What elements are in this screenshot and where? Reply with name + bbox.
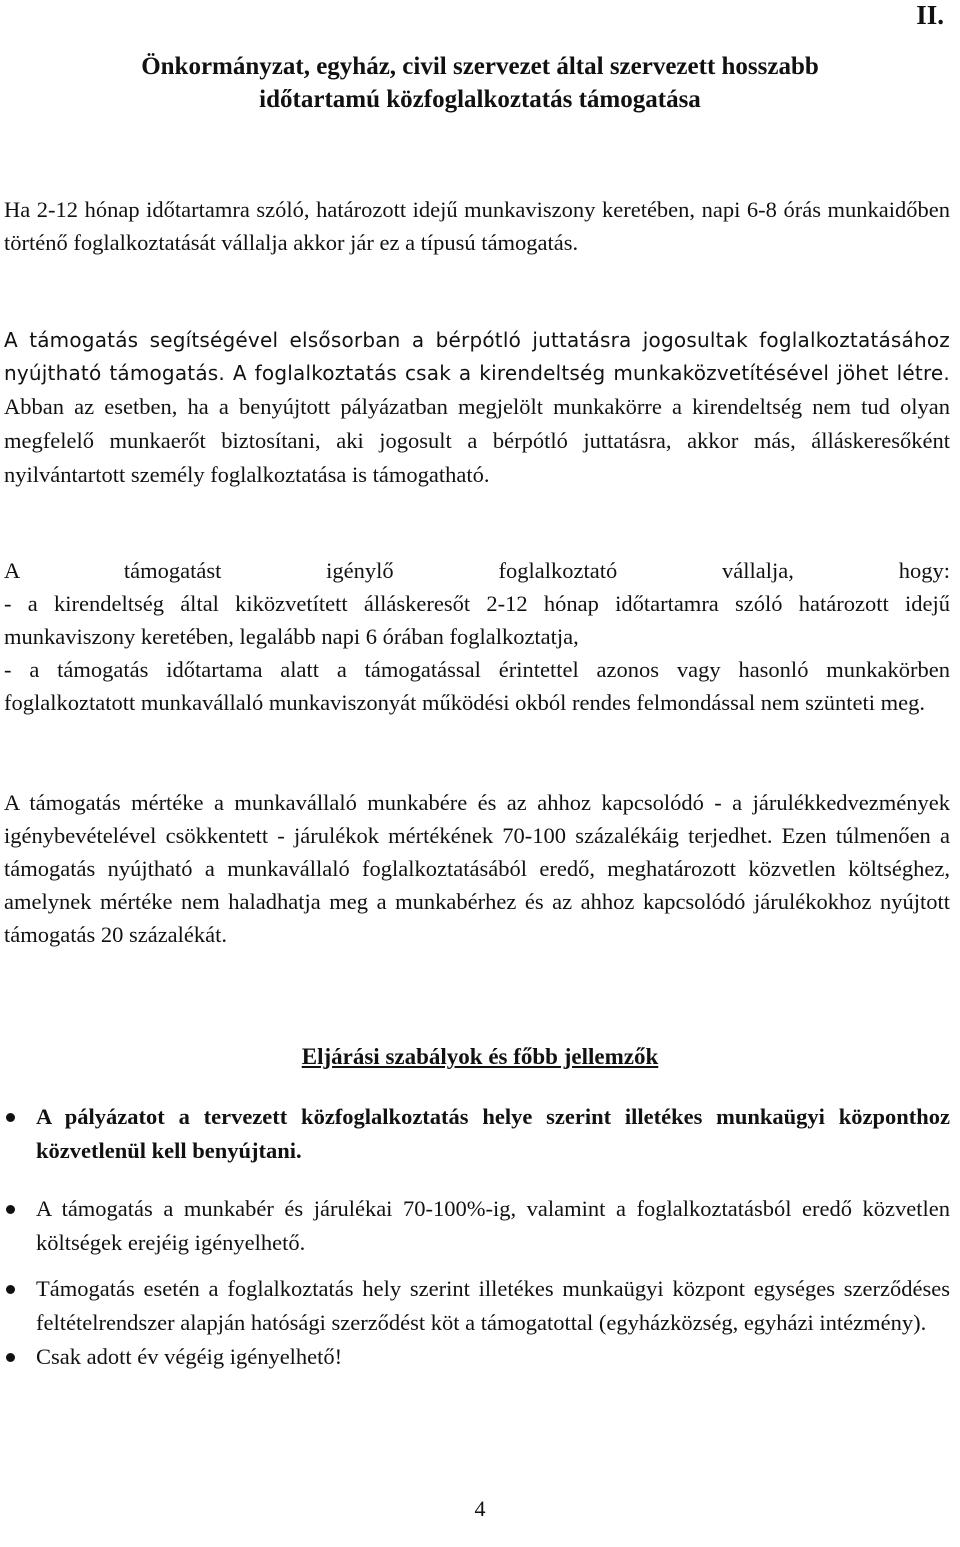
bullet-text: Támogatás esetén a foglalkoztatás hely szerint illetékes munkaügyi központ egységes szerződéses feltételrendszer alapján hatósági szerződést köt a támogatottal (egyházközség, egyházi intézmény). <box>36 1276 950 1335</box>
document-title <box>0 50 960 116</box>
paragraph-target-group <box>4 324 950 492</box>
obligation-item-1: - a kirendeltség által kiközvetített álláskeresőt 2-12 hónap időtartamra szóló határozott idejű munkaviszony keretében, legalább napi 6 órában foglalkoztatja, <box>4 591 950 649</box>
paragraph-employer-obligations <box>4 554 950 719</box>
paragraph-eligibility: Ha 2-12 hónap időtartamra szóló, határozott idejű munkaviszony keretében, napi 6-8 órás munkaidőben történő foglalkoztatását vállalja akkor jár ez a típusú támogatás. <box>4 197 950 255</box>
section-number: II. <box>916 0 944 30</box>
paragraph-support-amount: A támogatás mértéke a munkavállaló munkabére és az ahhoz kapcsolódó - a járulékkedvezmények igénybevételével csökkentett - járulékok mértékének 70-100 százalékáig terjedhet. Ezen túlmenően a támogatás nyújtható a munkavállaló foglalkoztatásából eredő, meghatározott közvetlen költséghez, amelynek mértéke nem haladhatja meg a munkabérhez és az ahhoz kapcsolódó járulékokhoz nyújtott támogatás 20 százalékát. <box>4 790 950 947</box>
title-line-2: időtartamú közfoglalkoztatás támogatása <box>259 86 701 113</box>
bullet-dot-icon <box>6 1285 15 1294</box>
bullet-text: A pályázatot a tervezett közfoglalkoztatás helye szerint illetékes munkaügyi központhoz közvetlenül kell benyújtani. <box>36 1104 950 1163</box>
paragraph-target-group-text: A támogatás segítségével elsősorban a bérpótló juttatásra jogosultak foglalkoztatásához nyújtható támogatás. A foglalkoztatás csak a kirendeltség munkaközvetítésével jöhet létre. <box>4 328 950 385</box>
bullet-item-coverage <box>0 1192 950 1260</box>
title-line-1: Önkormányzat, egyház, civil szervezet által szervezett hosszabb <box>141 53 819 80</box>
bullet-dot-icon <box>6 1113 15 1122</box>
obligation-item-2: - a támogatás időtartama alatt a támogatással érintettel azonos vagy hasonló munkakörben foglalkoztatott munkavállaló munkaviszonyát működési okból rendes felmondással nem szünteti meg. <box>4 657 950 715</box>
bullet-dot-icon <box>6 1353 15 1362</box>
obligations-intro: A támogatást igénylő foglalkoztató vállalja, hogy: <box>4 558 950 583</box>
procedure-subheading: Eljárási szabályok és főbb jellemzők <box>301 1044 659 1069</box>
bullet-item-deadline <box>0 1340 950 1374</box>
bullet-item-contract <box>0 1272 950 1340</box>
paragraph-alternative-hiring: Abban az esetben, ha a benyújtott pályázatban megjelölt munkakörre a kirendeltség nem tud olyan megfelelő munkaerőt biztosítani, aki jogosult a bérpótló juttatásra, akkor más, álláskeresőként nyilvántartott személy foglalkoztatása is támogatható. <box>4 394 950 487</box>
procedure-bullet-list <box>0 1100 960 1374</box>
bullet-dot-icon <box>6 1205 15 1214</box>
bullet-item-submission <box>0 1100 950 1168</box>
bullet-text: Csak adott év végéig igényelhető! <box>36 1344 343 1369</box>
page-number: 4 <box>474 1496 486 1521</box>
bullet-text: A támogatás a munkabér és járulékai 70-100%-ig, valamint a foglalkoztatásból eredő közvetlen költségek erejéig igényelhető. <box>36 1196 950 1255</box>
